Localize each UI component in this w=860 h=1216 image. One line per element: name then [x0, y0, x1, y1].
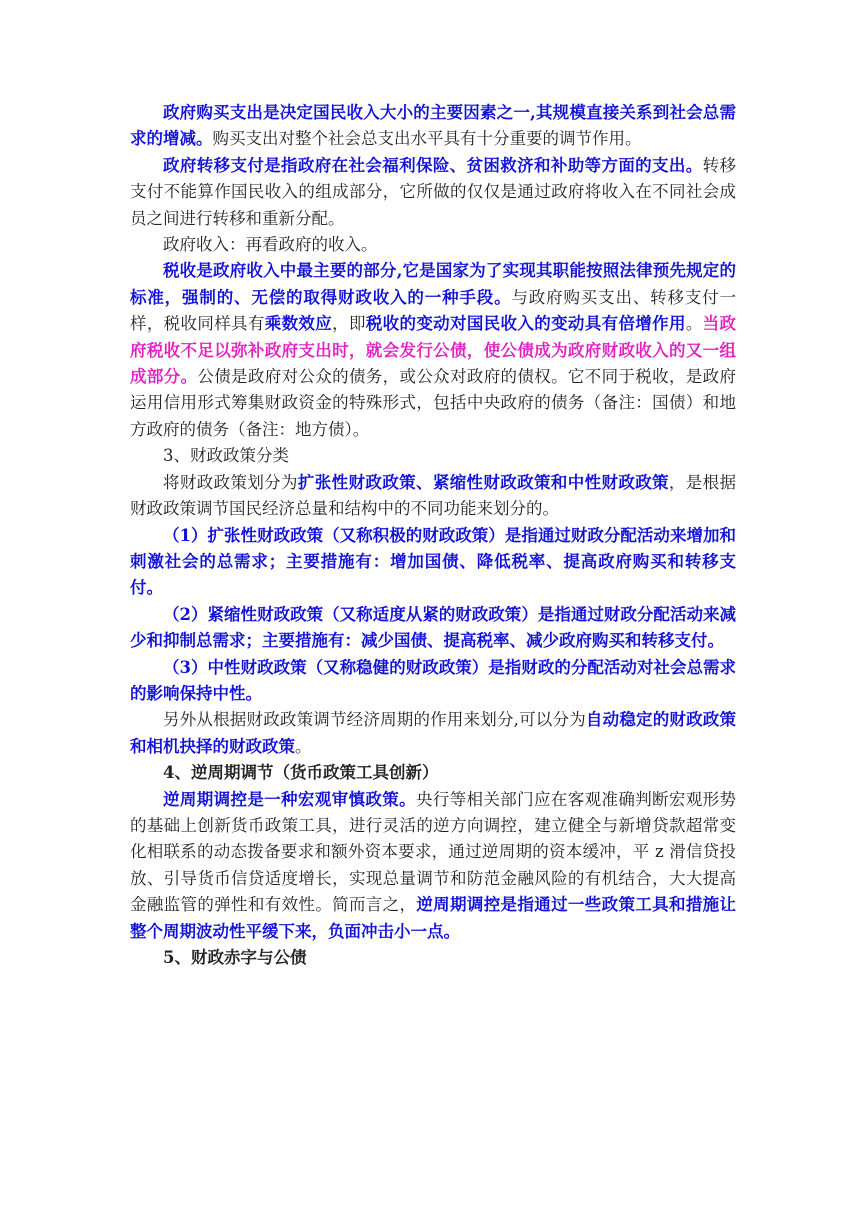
emphasis-text: 自动稳定的财政政策和相机抉择的财政政策 — [130, 710, 737, 756]
highlight-text: 当政府税收不足以弥补政府支出时，就会发行公债，使公债成为政府财政收入的又一组成部分。 — [130, 314, 737, 387]
body-text: ，即 — [332, 314, 366, 334]
paragraph — [130, 602, 736, 655]
paragraph — [130, 787, 736, 945]
body-text: 转移支付不能算作国民收入的组成部分，它所做的仅仅是通过政府将收入在不同社会成员之间进行转移和重新分配。 — [130, 155, 737, 228]
emphasis-text: 逆周期调控是一种宏观审慎政策。 — [163, 789, 416, 809]
emphasis-text: 逆周期调控是指通过一些政策工具和措施让整个周期波动性平缓下来，负面冲击小一点。 — [130, 895, 737, 941]
paragraph — [130, 655, 736, 708]
body-text: 另外从根据财政政策调节经济周期的作用来划分,可以分为 — [163, 710, 586, 730]
paragraph — [130, 100, 736, 153]
section-heading: 5、财政赤字与公债 — [163, 948, 307, 967]
emphasis-text: 税收的变动对国民收入的变动具有倍增作用 — [365, 314, 686, 334]
paragraph — [130, 760, 736, 786]
paragraph — [130, 232, 736, 258]
body-text: 购买支出对整个社会总支出水平具有十分重要的调节作用。 — [212, 129, 642, 149]
paragraph — [130, 707, 736, 760]
paragraph — [130, 258, 736, 443]
emphasis-text: 政府购买支出是决定国民收入大小的主要因素之一,其规模直接关系到社会总需求的增减。 — [130, 103, 736, 149]
body-text: 与政府购买支出、转移支付一样，税收同样具有 — [130, 287, 737, 334]
emphasis-text: 乘数效应 — [264, 314, 333, 334]
emphasis-text: 税收是政府收入中最主要的部分,它是国家为了实现其职能按照法律预先规定的标准，强制的、无偿的取得财政收入的一种手段。 — [130, 261, 736, 307]
paragraph — [130, 153, 736, 232]
body-text: 将财政政策划分为 — [163, 472, 298, 492]
paragraph — [130, 443, 736, 469]
body-text: ，是根据财政政策调节国民经济总量和结构中的不同功能来划分的。 — [130, 472, 737, 519]
body-text: 公债是政府对公众的债务，或公众对政府的债权。它不同于税收，是政府运用信用形式筹集财政资金的特殊形式，包括中央政府的债务（备注：国债）和地方政府的债务（备注：地方债）。 — [130, 367, 737, 439]
emphasis-text: （1）扩张性财政政策（又称积极的财政政策）是指通过财政分配活动来增加和刺激社会的总需求；主要措施有：增加国债、降低税率、提高政府购买和转移支付。 — [130, 525, 736, 598]
emphasis-text: （2）紧缩性财政政策（又称适度从紧的财政政策）是指通过财政分配活动来减少和抑制总需求；主要措施有：减少国债、提高税率、减少政府购买和转移支付。 — [130, 604, 736, 651]
paragraph — [130, 945, 736, 971]
section-heading: 3、财政政策分类 — [163, 446, 289, 466]
document-body — [130, 100, 736, 971]
section-heading: 4、逆周期调节（货币政策工具创新） — [163, 763, 439, 783]
emphasis-text: 政府转移支付是指政府在社会福利保险、贫困救济和补助等方面的支出。 — [163, 155, 703, 175]
body-text: 政府收入：再看政府的收入。 — [163, 235, 378, 255]
emphasis-text: （3）中性财政政策（又称稳健的财政政策）是指财政的分配活动对社会总需求的影响保持中性。 — [130, 657, 736, 703]
body-text: 。 — [685, 314, 703, 334]
emphasis-text: 扩张性财政政策、紧缩性财政政策和中性财政政策 — [297, 472, 669, 492]
body-text: 。 — [295, 736, 312, 756]
paragraph — [130, 470, 736, 523]
paragraph — [130, 523, 736, 602]
body-text: 央行等相关部门应在客观准确判断宏观形势的基础上创新货币政策工具，进行灵活的逆方向调控，建立健全与新增贷款超常变化相联系的动态拨备要求和额外资本要求，通过逆周期的资本缓冲，平 z 滑信贷投放、引导货币信贷适度增长，实现总量调节和防范金融风险的有机结合，大大提高金融监管的弹性和有效性。简而言之， — [130, 789, 737, 915]
